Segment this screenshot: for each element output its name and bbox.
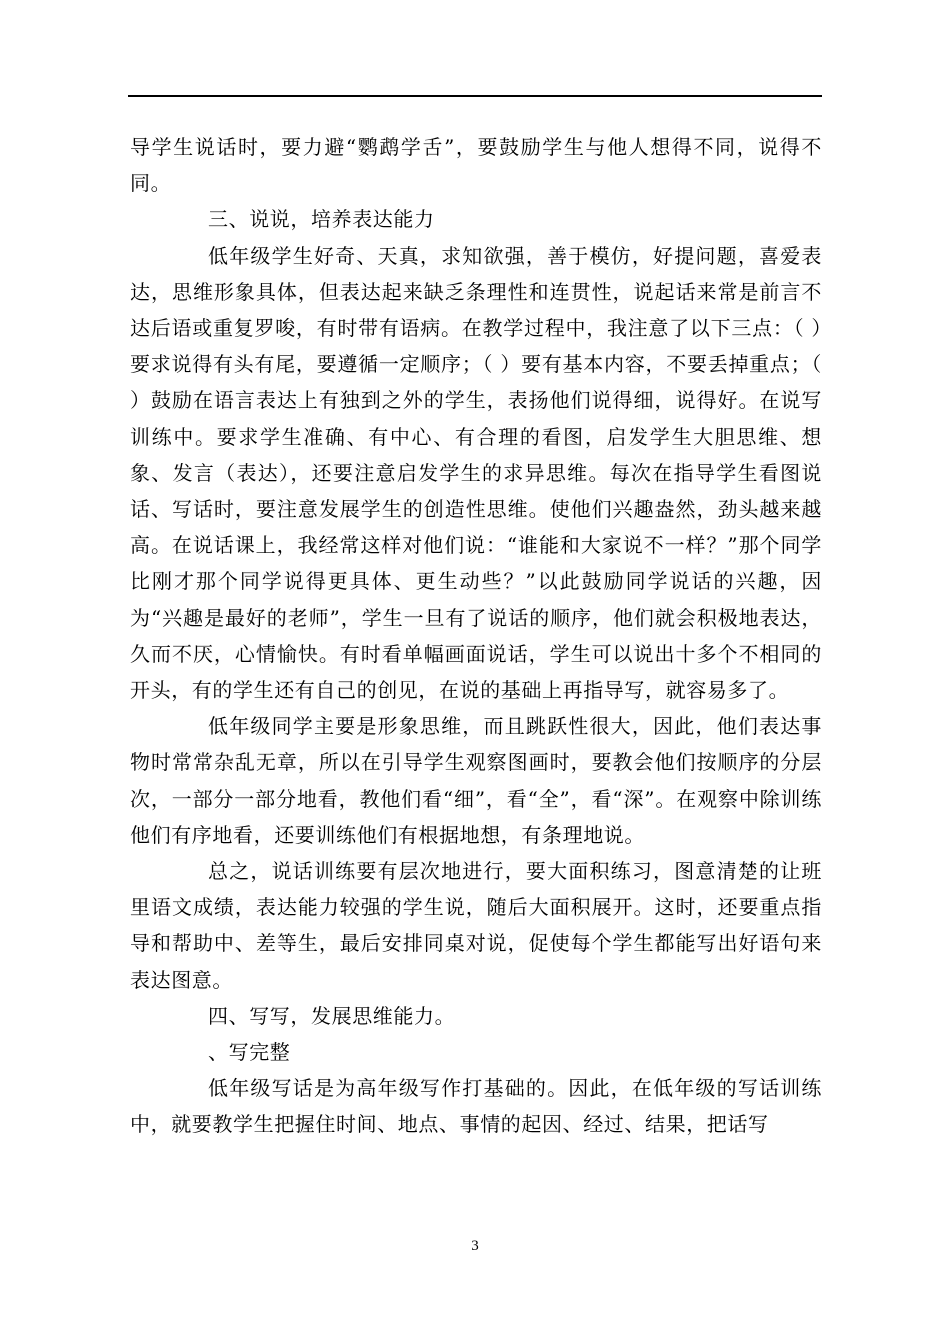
document-body <box>130 129 822 1143</box>
paragraph-writing-foundation: 低年级写话是为高年级写作打基础的。因此，在低年级的写话训练中，就要教学生把握住时间、地点、事情的起因、经过、结果，把话写 <box>130 1076 822 1137</box>
section-heading-three: 三、说说，培养表达能力 <box>208 207 435 232</box>
paragraph-summary: 总之，说话训练要有层次地进行，要大面积练习，图意清楚的让班里语文成绩，表达能力较强的学生说，随后大面积展开。这时，还要重点指导和帮助中、差等生，最后安排同桌对说，促使每个学生都能写出好语句来表达图意。 <box>130 859 822 992</box>
paragraph-speaking-ability: 低年级学生好奇、天真，求知欲强，善于模仿，好提问题，喜爱表达，思维形象具体，但表达起来缺乏条理性和连贯性，说起话来常是前言不达后语或重复罗唆，有时带有语病。在教学过程中，我注意了以下三点：（ ）要求说得有头有尾，要遵循一定顺序；（ ）要有基本内容，不要丢掉重点；（ ）鼓励在语言表达上有独到之外的学生，表扬他们说得细，说得好。在说写训练中。要求学生准确、有中心、有合理的看图，启发学生大胆思维、想象、发言（表达），还要注意启发学生的求异思维。每次在指导学生看图说话、写话时，要注意发展学生的创造性思维。使他们兴趣盎然，劲头越来越高。在说话课上，我经常这样对他们说：“谁能和大家说不一样？”那个同学比刚才那个同学说得更具体、更生动些？”以此鼓励同学说话的兴趣，因为“兴趣是最好的老师”，学生一旦有了说话的顺序，他们就会积极地表达，久而不厌，心情愉快。有时看单幅画面说话，学生可以说出十多个不相同的开头，有的学生还有自己的创见，在说的基础上再指导写，就容易多了。 <box>130 243 822 703</box>
page-number: 3 <box>471 1238 479 1254</box>
subsection-heading-write-complete: 、写完整 <box>208 1040 291 1065</box>
paragraph-continuation: 导学生说话时，要力避“鹦鹉学舌”，要鼓励学生与他人想得不同，说得不同。 <box>130 135 822 196</box>
header-rule <box>128 95 822 97</box>
section-heading-four: 四、写写，发展思维能力。 <box>208 1003 456 1028</box>
paragraph-observation: 低年级同学主要是形象思维，而且跳跃性很大，因此，他们表达事物时常常杂乱无章，所以在引导学生观察图画时，要教会他们按顺序的分层次，一部分一部分地看，教他们看“细”，看“全”，看“深”。在观察中除训练他们有序地看，还要训练他们有根据地想，有条理地说。 <box>130 714 822 847</box>
